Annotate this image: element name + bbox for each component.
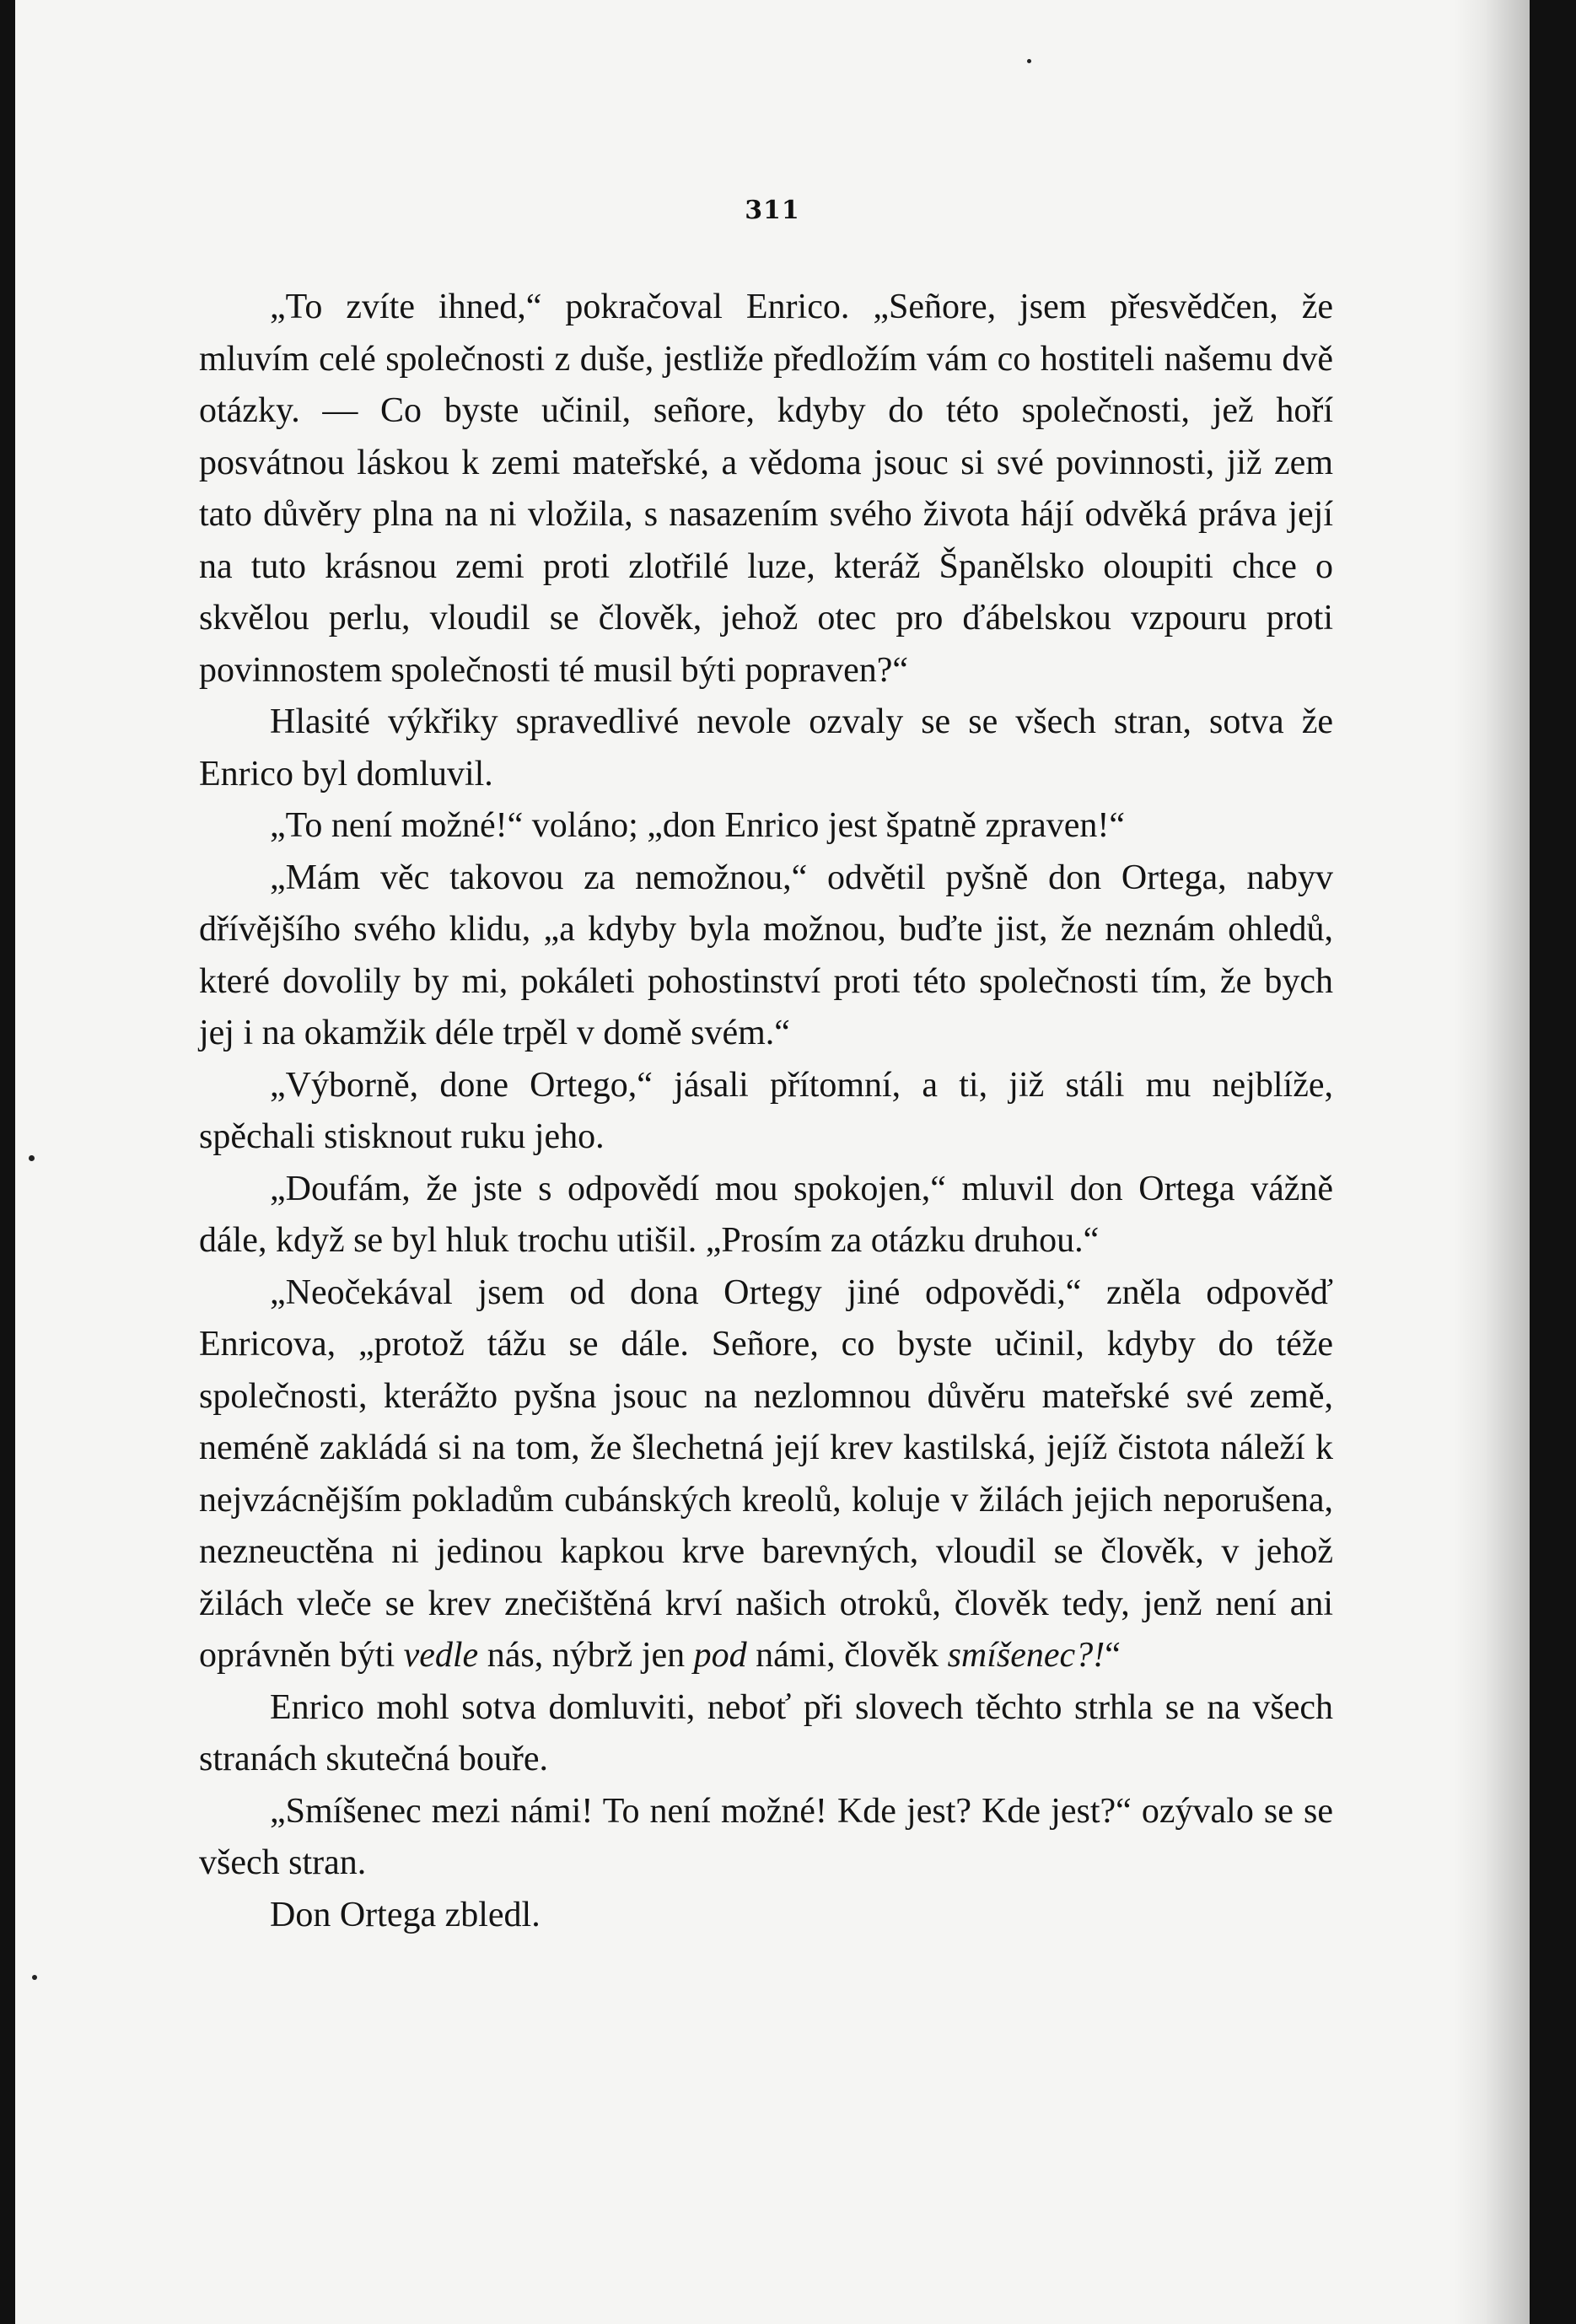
text-run: Don Ortega zbledl. xyxy=(270,1895,541,1934)
paragraph xyxy=(199,697,1333,800)
emphasized-text: vedle xyxy=(403,1636,479,1675)
emphasized-text: pod xyxy=(693,1636,747,1675)
text-run: “ xyxy=(1105,1636,1121,1675)
paragraph xyxy=(199,800,1333,853)
body-text xyxy=(199,282,1333,1941)
paragraph xyxy=(199,1786,1333,1890)
paragraph xyxy=(199,853,1333,1060)
page-speck xyxy=(1027,59,1031,63)
paragraph xyxy=(199,1267,1333,1682)
paragraph xyxy=(199,282,1333,697)
text-run: námi, člověk xyxy=(746,1636,948,1675)
text-run: „Smíšenec mezi námi! To není možné! Kde jest? Kde jest?“ ozývalo se se všech stran. xyxy=(199,1791,1333,1882)
text-run: nás, nýbrž jen xyxy=(478,1636,694,1675)
text-run: „Výborně, done Ortego,“ jásali přítomní, a ti, již stáli mu nejblíže, spěchali stisknout ruku jeho. xyxy=(199,1065,1333,1156)
text-run: „Mám věc takovou za nemožnou,“ odvětil pyšně don Ortega, nabyv dřívějšího svého klidu, „a kdyby byla možnou, buďte jist, že neznám ohledů, které dovolily by mi, pokáleti pohostinství proti této společnosti tím, že bych jej i na okamžik déle trpěl v domě svém.“ xyxy=(199,858,1333,1052)
margin-speck xyxy=(29,1155,35,1161)
page-edge-shadow xyxy=(1454,0,1530,2324)
text-run: „Doufám, že jste s odpovědí mou spokojen,“ mluvil don Ortega vážně dále, když se byl hluk trochu utišil. „Prosím za otázku druhou.“ xyxy=(199,1169,1333,1260)
text-run: „To zvíte ihned,“ pokračoval Enrico. „Señore, jsem přesvědčen, že mluvím celé společnosti z duše, jestliže předložím vám co hostiteli našemu dvě otázky. — Co byste učinil, señore, kdyby do této společnosti, jež hoří posvátnou láskou k zemi mateřské, a vědoma jsouc si své povinnosti, již zem tato důvěry plna na ni vložila, s nasazením svého života hájí odvěká práva její na tuto krásnou zemi proti zlotřilé luze, kteráž Španělsko oloupiti chce o skvělou perlu, vloudil se člověk, jehož otec pro ďábelskou vzpouru proti povinnostem společnosti té musil býti popraven?“ xyxy=(199,288,1333,690)
paragraph xyxy=(199,1682,1333,1786)
paragraph xyxy=(199,1060,1333,1164)
text-run: Enrico mohl sotva domluviti, neboť při slovech těchto strhla se na všech stranách skutečná bouře. xyxy=(199,1687,1333,1778)
emphasized-text: smíšenec?! xyxy=(947,1636,1105,1675)
text-run: „Neočekával jsem od dona Ortegy jiné odpovědi,“ zněla odpověď Enricova, „protož tážu se dále. Señore, co byste učinil, kdyby do téže společnosti, kterážto pyšna jsouc na nezlomnou důvěru mateřské své země, neméně zakládá si na tom, že šlechetná její krev kastilská, jejíž čistota náleží k nejvzácnějším pokladům cubánských kreolů, koluje v žilách jejich neporušena, nezneuctěna ni jedinou kapkou krve barevných, vloudil se člověk, v jehož žilách vleče se krev znečištěná krví našich otroků, člověk tedy, jenž není ani oprávněn býti xyxy=(199,1272,1333,1675)
paragraph xyxy=(199,1890,1333,1942)
margin-speck xyxy=(32,1975,37,1980)
text-run: Hlasité výkřiky spravedlivé nevole ozvaly se se všech stran, sotva že Enrico byl domluvil. xyxy=(199,702,1333,793)
book-page xyxy=(15,0,1530,2324)
text-run: „To není možné!“ voláno; „don Enrico jest špatně zpraven!“ xyxy=(270,806,1125,845)
page-number: 311 xyxy=(745,196,800,225)
paragraph xyxy=(199,1164,1333,1267)
